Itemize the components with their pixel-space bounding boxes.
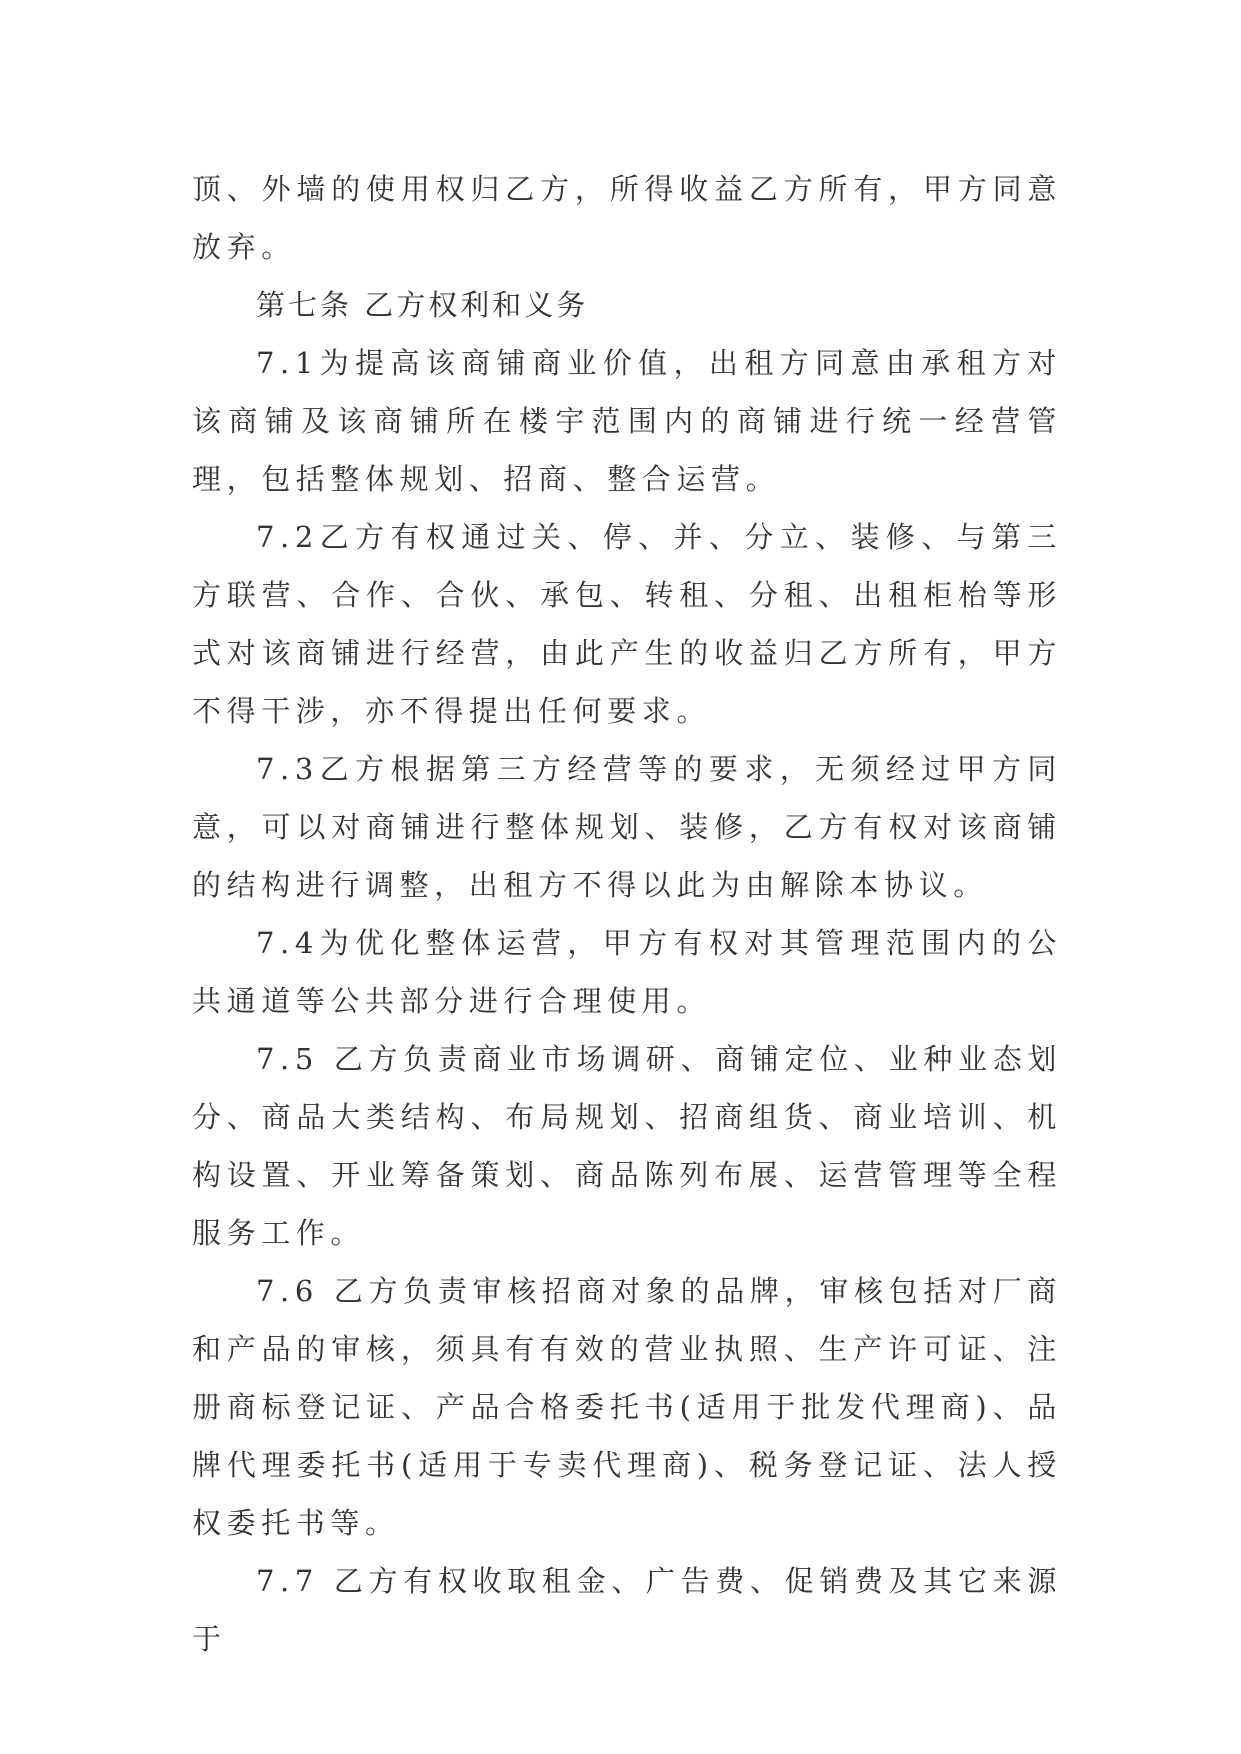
article-heading: 第七条 乙方权利和义务 <box>256 288 589 322</box>
clause-7-1: 7.1为提高该商铺商业价值，出租方同意由承租方对该商铺及该商铺所在楼宇范围内的商铺进行统一经营管理，包括整体规划、招商、整合运营。 <box>192 346 1062 496</box>
clause-7-6: 7.6 乙方负责审核招商对象的品牌，审核包括对厂商和产品的审核，须具有有效的营业执照、生产许可证、注册商标登记证、产品合格委托书(适用于批发代理商)、品牌代理委托书(适用于专卖代理商)、税务登记证、法人授权委托书等。 <box>192 1274 1062 1540</box>
paragraph-continuation: 顶、外墙的使用权归乙方，所得收益乙方所有，甲方同意放弃。 <box>192 172 1062 264</box>
clause-7-3: 7.3乙方根据第三方经营等的要求，无须经过甲方同意，可以对商铺进行整体规划、装修，乙方有权对该商铺的结构进行调整，出租方不得以此为由解除本协议。 <box>192 752 1062 902</box>
clause-7-7: 7.7 乙方有权收取租金、广告费、促销费及其它来源于 <box>192 1564 1062 1656</box>
clause-7-2: 7.2乙方有权通过关、停、并、分立、装修、与第三方联营、合作、合伙、承包、转租、分租、出租柜枱等形式对该商铺进行经营，由此产生的收益归乙方所有，甲方不得干涉，亦不得提出任何要求。 <box>192 520 1062 728</box>
clause-7-4: 7.4为优化整体运营，甲方有权对其管理范围内的公共通道等公共部分进行合理使用。 <box>192 926 1062 1018</box>
clause-7-5: 7.5 乙方负责商业市场调研、商铺定位、业种业态划分、商品大类结构、布局规划、招商组货、商业培训、机构设置、开业筹备策划、商品陈列布展、运营管理等全程服务工作。 <box>192 1042 1062 1250</box>
document-body <box>192 160 1062 1668</box>
